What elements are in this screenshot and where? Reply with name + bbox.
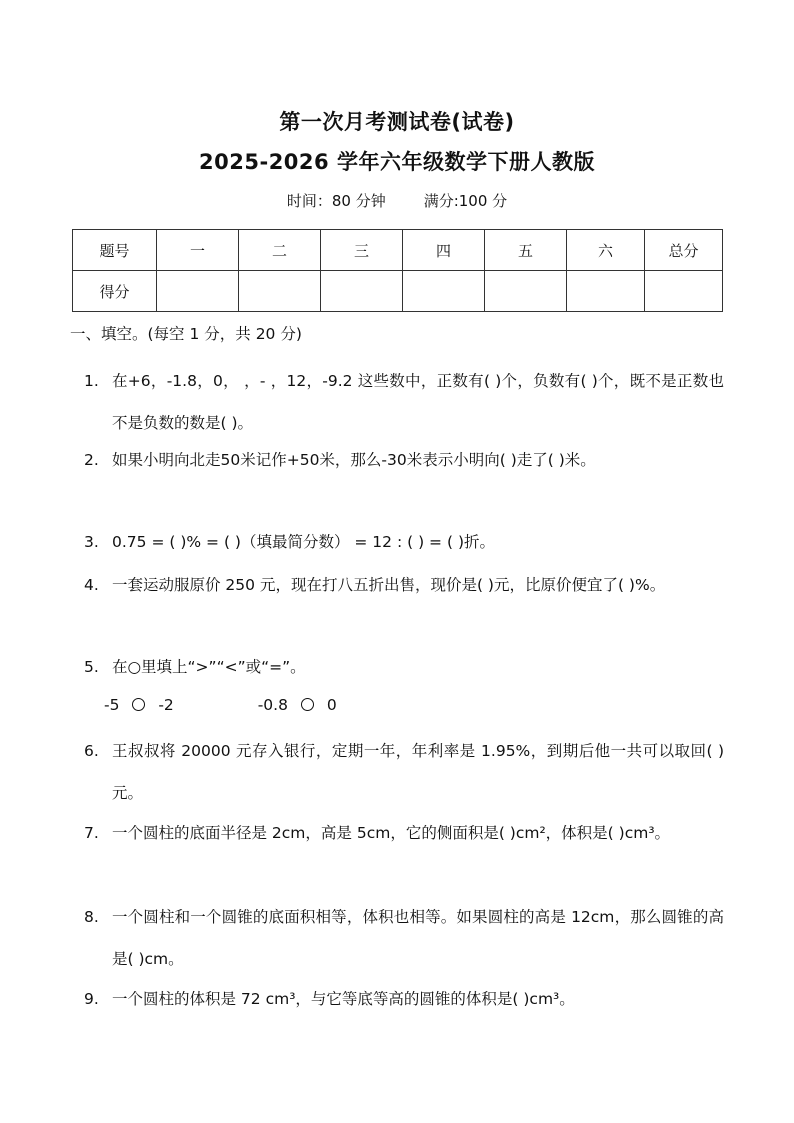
question-number: 9.: [84, 990, 99, 1008]
score-cell-total[interactable]: [645, 271, 723, 312]
question-text: 一个圆柱和一个圆锥的底面积相等，体积也相等。如果圆柱的高是 12cm，那么圆锥的高是( )cm。: [112, 908, 724, 968]
question-text: 在○里填上“>”“<”或“=”。: [112, 658, 306, 676]
question-text: 王叔叔将 20000 元存入银行，定期一年，年利率是 1.95%，到期后他一共可以取回( )元。: [112, 742, 724, 802]
score-row-label: 得分: [73, 271, 157, 312]
question-item: [84, 896, 724, 980]
exam-info: [0, 190, 794, 211]
header-cell-total: 总分: [645, 230, 723, 271]
compare-b-right: 0: [326, 696, 337, 714]
header-cell-section-1: 一: [157, 230, 239, 271]
score-cell-section-3[interactable]: [321, 271, 403, 312]
score-cell-section-2[interactable]: [239, 271, 321, 312]
header-cell-section-6: 六: [567, 230, 645, 271]
question-number: 4.: [84, 576, 99, 594]
question-item: [84, 730, 724, 814]
score-table-score-row: [73, 271, 723, 312]
question-item: [84, 978, 724, 1020]
header-cell-section-5: 五: [485, 230, 567, 271]
score-table: [72, 229, 723, 312]
question-item: [84, 439, 724, 481]
score-cell-section-6[interactable]: [567, 271, 645, 312]
question-number: 2.: [84, 451, 99, 469]
question-text: 一个圆柱的体积是 72 cm³，与它等底等高的圆锥的体积是( )cm³。: [112, 990, 575, 1008]
question-number: 3.: [84, 533, 99, 551]
compare-circle-1[interactable]: [132, 698, 145, 711]
question-text: 在+6，-1.8，0， ，- ，12，-9.2 这些数中，正数有( )个，负数有( )个，既不是正数也不是负数的数是( )。: [112, 372, 724, 432]
question-item: [84, 360, 724, 444]
page-title: 第一次月考测试卷(试卷): [279, 110, 515, 134]
question-number: 5.: [84, 658, 99, 676]
score-cell-section-5[interactable]: [485, 271, 567, 312]
question-text: 一个圆柱的底面半径是 2cm，高是 5cm，它的侧面积是( )cm²，体积是( )cm³。: [112, 824, 671, 842]
compare-row: [104, 696, 337, 714]
score-table-header-row: [73, 230, 723, 271]
score-cell-section-1[interactable]: [157, 271, 239, 312]
compare-a-left: -5: [104, 696, 120, 714]
header-cell-question-number: 题号: [73, 230, 157, 271]
header-cell-section-3: 三: [321, 230, 403, 271]
question-number: 7.: [84, 824, 99, 842]
question-item: [84, 646, 724, 688]
time-limit: 时间：80 分钟: [286, 192, 386, 210]
full-score: 满分:100 分: [423, 192, 508, 210]
question-text: 一套运动服原价 250 元，现在打八五折出售，现价是( )元，比原价便宜了( )%。: [112, 576, 666, 594]
question-item: [84, 521, 724, 563]
question-number: 6.: [84, 742, 99, 760]
question-text: 如果小明向北走50米记作+50米，那么-30米表示小明向( )走了( )米。: [112, 451, 596, 469]
page-subtitle: 2025-2026 学年六年级数学下册人教版: [199, 150, 595, 174]
compare-a-right: -2: [158, 696, 174, 714]
question-item: [84, 812, 724, 854]
question-number: 8.: [84, 908, 99, 926]
header-cell-section-2: 二: [239, 230, 321, 271]
question-number: 1.: [84, 372, 99, 390]
question-item: [84, 564, 724, 606]
section-heading: 一、填空。(每空 1 分，共 20 分): [70, 325, 302, 343]
compare-circle-2[interactable]: [301, 698, 314, 711]
score-cell-section-4[interactable]: [403, 271, 485, 312]
header-cell-section-4: 四: [403, 230, 485, 271]
question-text: 0.75 = ( )% = ( )（填最简分数） = 12 : ( ) = ( )折。: [112, 533, 495, 551]
compare-b-left: -0.8: [257, 696, 288, 714]
